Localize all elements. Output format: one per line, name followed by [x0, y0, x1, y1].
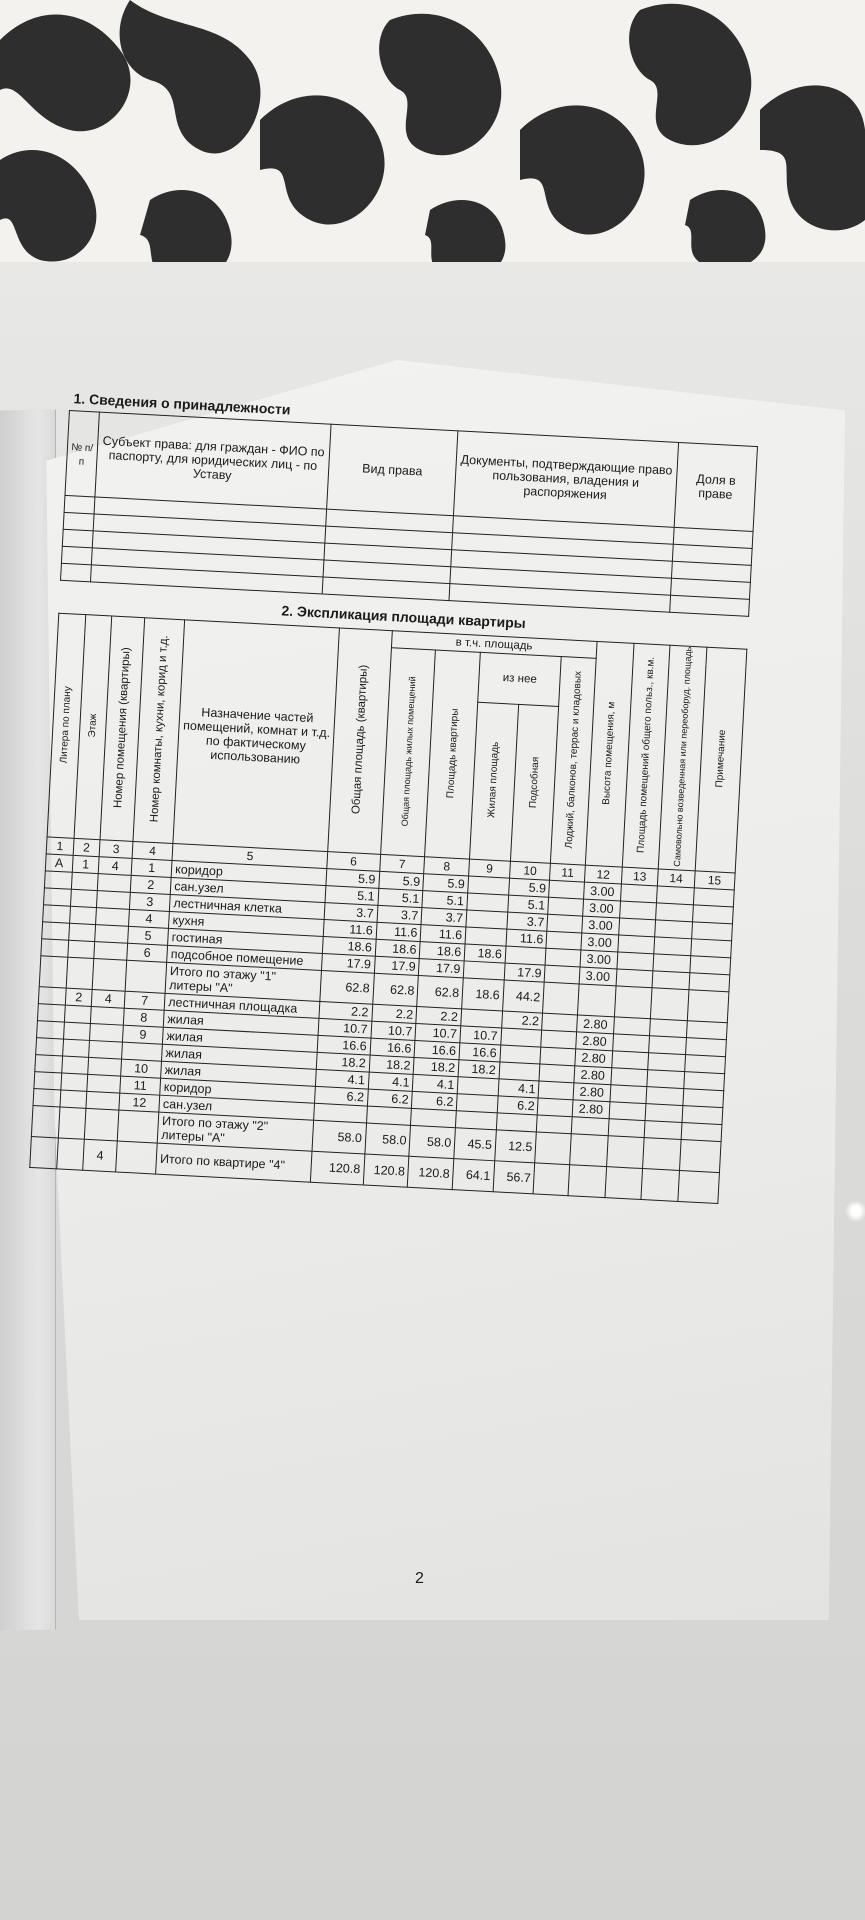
cell-empty: [645, 1104, 682, 1123]
column-number: 11: [550, 864, 585, 883]
cell-loggia: [539, 1064, 574, 1083]
cell-height: [568, 1165, 606, 1198]
cell-loggia: [543, 982, 579, 1015]
cell-purpose: Итого по квартире "4": [156, 1143, 312, 1182]
cell-empty: [653, 954, 690, 973]
cell-floor: [67, 940, 95, 958]
cell-c7: 10.7: [371, 1021, 417, 1040]
col-height-header: Высота помещения, м: [585, 641, 633, 867]
cell-floor: [69, 906, 97, 924]
cell-loggia: [538, 1098, 573, 1117]
cell-total: 5.1: [325, 886, 378, 906]
col-share-header: Доля в праве: [674, 442, 758, 531]
col-loggias-header: Лоджий, балконов, террас и кладовых: [551, 657, 596, 866]
cell-purpose: сан.узел: [170, 878, 326, 903]
cell-liter: [35, 1055, 63, 1073]
cell-room: 9: [122, 1025, 163, 1044]
cell-c7: 16.6: [370, 1038, 416, 1057]
cell-aux: 11.6: [506, 929, 547, 948]
cell-total: 58.0: [312, 1121, 366, 1155]
cell-floor: 2: [65, 988, 93, 1006]
cell-aux: [505, 946, 546, 965]
cell-total: 120.8: [310, 1151, 364, 1185]
column-number: 5: [172, 844, 328, 869]
cell-aux: [501, 1028, 542, 1047]
cell-living: 16.6: [459, 1043, 500, 1062]
cell-empty: [643, 1138, 681, 1171]
cell-empty: [683, 1072, 724, 1091]
cell-total: 2.2: [319, 1002, 372, 1022]
cell-purpose: жилая: [162, 1045, 318, 1070]
cell-height: 3.00: [583, 882, 621, 901]
column-number: 13: [621, 867, 658, 886]
cell-living: [466, 910, 507, 929]
cell-empty: [606, 1136, 644, 1169]
cell-empty: [679, 1140, 721, 1173]
cell-liter: [41, 939, 69, 957]
cell-c7: 5.9: [378, 872, 424, 891]
cell-c8: 3.7: [421, 908, 467, 927]
col-room-header: Номер комнаты, кухни, корид и т.д.: [133, 618, 185, 844]
cell-empty: [608, 1119, 645, 1138]
cell-liter: [31, 1106, 59, 1138]
cell-aux: [496, 1113, 537, 1132]
cell-height: [571, 1117, 609, 1136]
cell-empty: [647, 1070, 684, 1089]
cell-c8: 17.9: [419, 959, 465, 978]
explication-rows: [30, 854, 734, 1204]
page-number: 2: [415, 1570, 424, 1587]
column-number: 8: [424, 857, 470, 876]
cell-purpose: лестничная площадка: [164, 994, 320, 1019]
cell-living: 18.2: [458, 1060, 499, 1079]
cell-height: 3.00: [580, 950, 618, 969]
cell-height: 3.00: [582, 916, 620, 935]
cell-room: 10: [121, 1059, 162, 1078]
cell-aux: 6.2: [497, 1096, 538, 1115]
cell-aux: 12.5: [495, 1130, 537, 1163]
cell-purpose: гостиная: [168, 929, 324, 954]
cell-total: 18.6: [322, 937, 375, 957]
cell-empty: [609, 1102, 646, 1121]
cell-empty: [689, 956, 730, 975]
cell-empty: [681, 1123, 722, 1142]
cell-premise: [89, 1041, 122, 1060]
cell-purpose: жилая: [163, 1028, 319, 1053]
column-number: 4: [132, 842, 173, 861]
cell-total: 10.7: [318, 1019, 371, 1039]
cell-empty: [685, 1038, 726, 1057]
cell-living: [461, 1009, 502, 1028]
cell-purpose: жилая: [163, 1011, 319, 1036]
cell-living: [463, 961, 504, 980]
col-purpose-header: Назначение частей помещений, комнат и т.д. по фактическому использованию: [173, 620, 339, 852]
cell-floor: [61, 1073, 89, 1091]
cell-living: 64.1: [452, 1159, 494, 1192]
cell-c7: 4.1: [368, 1072, 414, 1091]
light-glare: [845, 1200, 865, 1222]
cell-total: 17.9: [322, 954, 375, 974]
cell-purpose: коридор: [171, 861, 327, 886]
cell-floor: [66, 957, 94, 989]
cell-height: 3.00: [579, 967, 617, 986]
cell-loggia: [541, 1030, 576, 1049]
cell-height: 2.80: [577, 1015, 615, 1034]
cell-empty: [605, 1167, 643, 1200]
cell-liter: [38, 987, 66, 1005]
cell-empty: [657, 886, 694, 905]
cell-aux: 5.1: [508, 895, 549, 914]
cell-empty: [650, 1019, 687, 1038]
cell-c7: 62.8: [372, 973, 418, 1006]
cell-room: [121, 1042, 162, 1061]
cell-premise: [86, 1092, 119, 1111]
cell-c8: 5.9: [423, 874, 469, 893]
cell-living: [467, 893, 508, 912]
cell-premise: [85, 1109, 119, 1142]
col-apartment-area-header: Площадь квартиры: [425, 650, 481, 859]
cell-room: 5: [127, 927, 168, 946]
cell-aux: 2.2: [502, 1011, 543, 1030]
cell-c8: 5.1: [422, 891, 468, 910]
cell-c7: 120.8: [363, 1154, 409, 1187]
cell-empty: [611, 1068, 648, 1087]
cell-total: 18.2: [316, 1053, 369, 1073]
cell-empty: [677, 1171, 719, 1204]
cell-purpose: Итого по этажу "1" литеры "А": [165, 963, 321, 1002]
cell-liter: [42, 922, 70, 940]
column-number: 14: [657, 869, 694, 888]
col-auxiliary-header: Подсобная: [510, 704, 559, 863]
cell-total: 16.6: [317, 1036, 370, 1056]
cell-liter: А: [45, 854, 73, 872]
cell-empty: [689, 973, 730, 992]
cell-living: [456, 1094, 497, 1113]
cell-living: 18.6: [462, 978, 504, 1011]
cell-empty: [620, 884, 657, 903]
cell-premise: 4: [83, 1140, 117, 1173]
col-living-area-header: Жилая площадь: [470, 702, 519, 861]
cell-loggia: [547, 915, 582, 934]
cell-liter: [37, 1004, 65, 1022]
cell-empty: [641, 1169, 679, 1202]
cell-total: 3.7: [324, 903, 377, 923]
cell-total: 4.1: [316, 1070, 369, 1090]
cell-c7: 18.6: [375, 940, 421, 959]
cell-empty: [644, 1121, 681, 1140]
cell-living: 18.6: [464, 944, 505, 963]
cell-empty: [682, 1089, 723, 1108]
document-content: [29, 390, 759, 1204]
cell-room: 4: [128, 910, 169, 929]
cell-empty: [656, 903, 693, 922]
column-number: 15: [694, 871, 735, 890]
cell-empty: [614, 986, 652, 1019]
col-liter-header: Литера по плану: [47, 613, 85, 838]
cell-c8: 4.1: [413, 1075, 459, 1094]
cell-c8: 120.8: [408, 1157, 454, 1190]
cell-premise: [91, 1007, 124, 1026]
cell-liter: [30, 1137, 58, 1169]
cell-total: 11.6: [323, 920, 376, 940]
column-number: 2: [73, 839, 101, 857]
cell-room: [117, 1110, 159, 1143]
cell-premise: 4: [92, 990, 125, 1009]
cell-room: 7: [124, 991, 165, 1010]
cell-c7: 3.7: [377, 906, 423, 925]
cell-empty: [690, 939, 731, 958]
cell-premise: [96, 908, 129, 927]
damask-pattern: [0, 0, 865, 280]
cell-liter: [44, 871, 72, 889]
cell-premise: [98, 874, 131, 893]
cell-room: 6: [127, 944, 168, 963]
cell-floor: [60, 1090, 88, 1108]
damask-wallpaper-background: [0, 0, 865, 280]
cell-empty: [618, 918, 655, 937]
cell-living: [468, 876, 509, 895]
cell-c8: 6.2: [412, 1092, 458, 1111]
cell-aux: 17.9: [504, 963, 545, 982]
cell-c7: 2.2: [371, 1004, 417, 1023]
cell-total: 6.2: [315, 1087, 368, 1107]
cell-living: 10.7: [460, 1026, 501, 1045]
cell-empty: [693, 888, 734, 907]
cell-floor: [71, 873, 99, 891]
cell-height: 2.80: [574, 1066, 612, 1085]
cell-living: [457, 1077, 498, 1096]
cell-empty: [655, 920, 692, 939]
cell-liter: [43, 905, 71, 923]
cell-empty: [617, 952, 654, 971]
cell-empty: [646, 1087, 683, 1106]
cell-room: [125, 961, 167, 994]
cell-aux: 3.7: [507, 912, 548, 931]
cell-loggia: [549, 881, 584, 900]
column-number: 6: [327, 852, 380, 872]
column-number: 9: [469, 859, 510, 878]
section1-title: 1. Сведения о принадлежности: [73, 390, 291, 418]
cell-floor: [62, 1039, 90, 1057]
cell-loggia: [534, 1163, 570, 1196]
cell-premise: [93, 959, 127, 992]
cell-c7: 17.9: [374, 957, 420, 976]
cell-empty: [611, 1051, 648, 1070]
cell-empty: [651, 988, 689, 1021]
cell-height: 2.80: [575, 1049, 613, 1068]
cell-c7: 5.1: [378, 889, 424, 908]
explication-table: [29, 613, 747, 1205]
cell-c8: 10.7: [415, 1024, 461, 1043]
cell-c8: 18.6: [420, 942, 466, 961]
column-number: 3: [99, 840, 132, 859]
cell-c8: 11.6: [420, 925, 466, 944]
cell-living: 45.5: [454, 1128, 496, 1161]
cell-floor: [63, 1022, 91, 1040]
ownership-table: [60, 410, 758, 617]
cell-floor: [58, 1107, 86, 1139]
cell-room: [116, 1141, 158, 1174]
cell-empty: [691, 922, 732, 941]
cell-height: [570, 1134, 608, 1167]
cell-liter: [33, 1089, 61, 1107]
cell-purpose: сан.узел: [159, 1095, 315, 1120]
cell-c8: 62.8: [417, 976, 463, 1009]
cell-empty: [684, 1055, 725, 1074]
col-subject-header: Субъект права: для граждан - ФИО по паспорту, для юридических лиц - по Уставу: [94, 412, 331, 509]
cell-empty: [616, 969, 653, 988]
column-number: 7: [379, 855, 425, 874]
cell-room: 1: [131, 859, 172, 878]
cell-loggia: [548, 898, 583, 917]
cell-floor: [56, 1138, 84, 1170]
cell-liter: [39, 956, 67, 988]
cell-empty: [649, 1036, 686, 1055]
cell-purpose: Итого по этажу "2" литеры "А": [157, 1112, 313, 1151]
cell-empty: [652, 971, 689, 990]
cell-loggia: [537, 1115, 572, 1134]
cell-empty: [687, 990, 729, 1023]
cell-aux: [499, 1062, 540, 1081]
cell-floor: [70, 890, 98, 908]
cell-c8: 2.2: [416, 1007, 462, 1026]
cell-premise: 4: [99, 857, 132, 876]
col-no-header: № п/п: [65, 410, 99, 496]
cell-empty: [648, 1053, 685, 1072]
cell-liter: [36, 1038, 64, 1056]
cell-total: 5.9: [326, 869, 379, 889]
cell-loggia: [539, 1081, 574, 1100]
col-total-area-header: Общая площадь (квартиры): [328, 628, 392, 855]
cell-aux: 5.9: [508, 878, 549, 897]
cell-liter: [37, 1021, 65, 1039]
column-number: 10: [509, 861, 550, 880]
cell-floor: [61, 1056, 89, 1074]
col-of-which-header: из нее: [478, 652, 562, 706]
cell-height: 3.00: [583, 899, 621, 918]
cell-empty: [686, 1021, 727, 1040]
cell-purpose: кухня: [169, 912, 325, 937]
cell-liter: [44, 888, 72, 906]
cell-empty: [610, 1085, 647, 1104]
cell-aux: 44.2: [502, 980, 544, 1013]
column-number: 1: [46, 837, 74, 855]
cell-empty: [618, 935, 655, 954]
cell-premise: [94, 942, 127, 961]
cell-c8: 16.6: [414, 1041, 460, 1060]
cell-floor: [64, 1005, 92, 1023]
cell-premise: [88, 1058, 121, 1077]
cell-liter: [34, 1072, 62, 1090]
cell-loggia: [535, 1132, 571, 1165]
cell-empty: [612, 1034, 649, 1053]
cell-empty: [682, 1106, 723, 1125]
col-right-type-header: Вид права: [327, 424, 458, 516]
cell-room: 8: [123, 1008, 164, 1027]
cell-purpose: коридор: [160, 1078, 316, 1103]
cell-c7: 58.0: [365, 1123, 411, 1156]
col-living-rooms-area-header: Общая площадь жилых помещений: [380, 648, 436, 857]
cell-c8: 58.0: [409, 1126, 455, 1159]
cell-room: 3: [129, 893, 170, 912]
cell-room: 11: [120, 1076, 161, 1095]
cell-height: 2.80: [573, 1083, 611, 1102]
cell-empty: [654, 937, 691, 956]
cell-purpose: лестничная клетка: [170, 895, 326, 920]
section2-title: 2. Экспликация площади квартиры: [281, 602, 527, 632]
cell-purpose: жилая: [161, 1062, 317, 1087]
cell-height: [577, 984, 615, 1017]
cell-premise: [90, 1024, 123, 1043]
col-documents-header: Документы, подтверждающие право пользования, владения и распоряжения: [453, 431, 678, 527]
cell-empty: [613, 1017, 650, 1036]
cell-room: 12: [119, 1093, 160, 1112]
cell-premise: [97, 891, 130, 910]
cell-loggia: [545, 965, 580, 984]
cell-height: 3.00: [581, 933, 619, 952]
col-premise-header: Номер помещения (квартиры): [100, 616, 144, 842]
cell-aux: [500, 1045, 541, 1064]
cell-premise: [87, 1075, 120, 1094]
cell-loggia: [546, 932, 581, 951]
col-floor-header: Этаж: [74, 615, 112, 840]
cell-c8: 18.2: [414, 1058, 460, 1077]
cell-empty: [619, 901, 656, 920]
cell-floor: [68, 923, 96, 941]
cell-total: 62.8: [320, 971, 374, 1005]
cell-height: 2.80: [576, 1032, 614, 1051]
col-note-header: Примечание: [695, 647, 747, 873]
cell-floor: 1: [72, 856, 100, 874]
cell-aux: 56.7: [493, 1161, 535, 1194]
cell-c7: 6.2: [367, 1089, 413, 1108]
col-incl-area-header: в т.ч. площадь: [391, 631, 597, 659]
cell-purpose: подсобное помещение: [167, 946, 323, 971]
cell-living: [456, 1111, 497, 1130]
cell-aux: 4.1: [498, 1079, 539, 1098]
cell-room: 2: [130, 876, 171, 895]
cell-c7: 11.6: [376, 923, 422, 942]
col-common-area-header: Площадь помещений общего польз., кв.м.: [622, 643, 670, 869]
cell-premise: [95, 925, 128, 944]
cell-c7: 18.2: [369, 1055, 415, 1074]
cell-loggia: [546, 948, 581, 967]
cell-loggia: [542, 1013, 577, 1032]
col-unauthorized-header: Самовольно возведенная или переоборуд. площадь: [658, 645, 706, 871]
cell-living: [465, 927, 506, 946]
cell-height: 2.80: [572, 1100, 610, 1119]
cell-empty: [692, 905, 733, 924]
column-number: 12: [584, 865, 622, 884]
cell-loggia: [540, 1047, 575, 1066]
